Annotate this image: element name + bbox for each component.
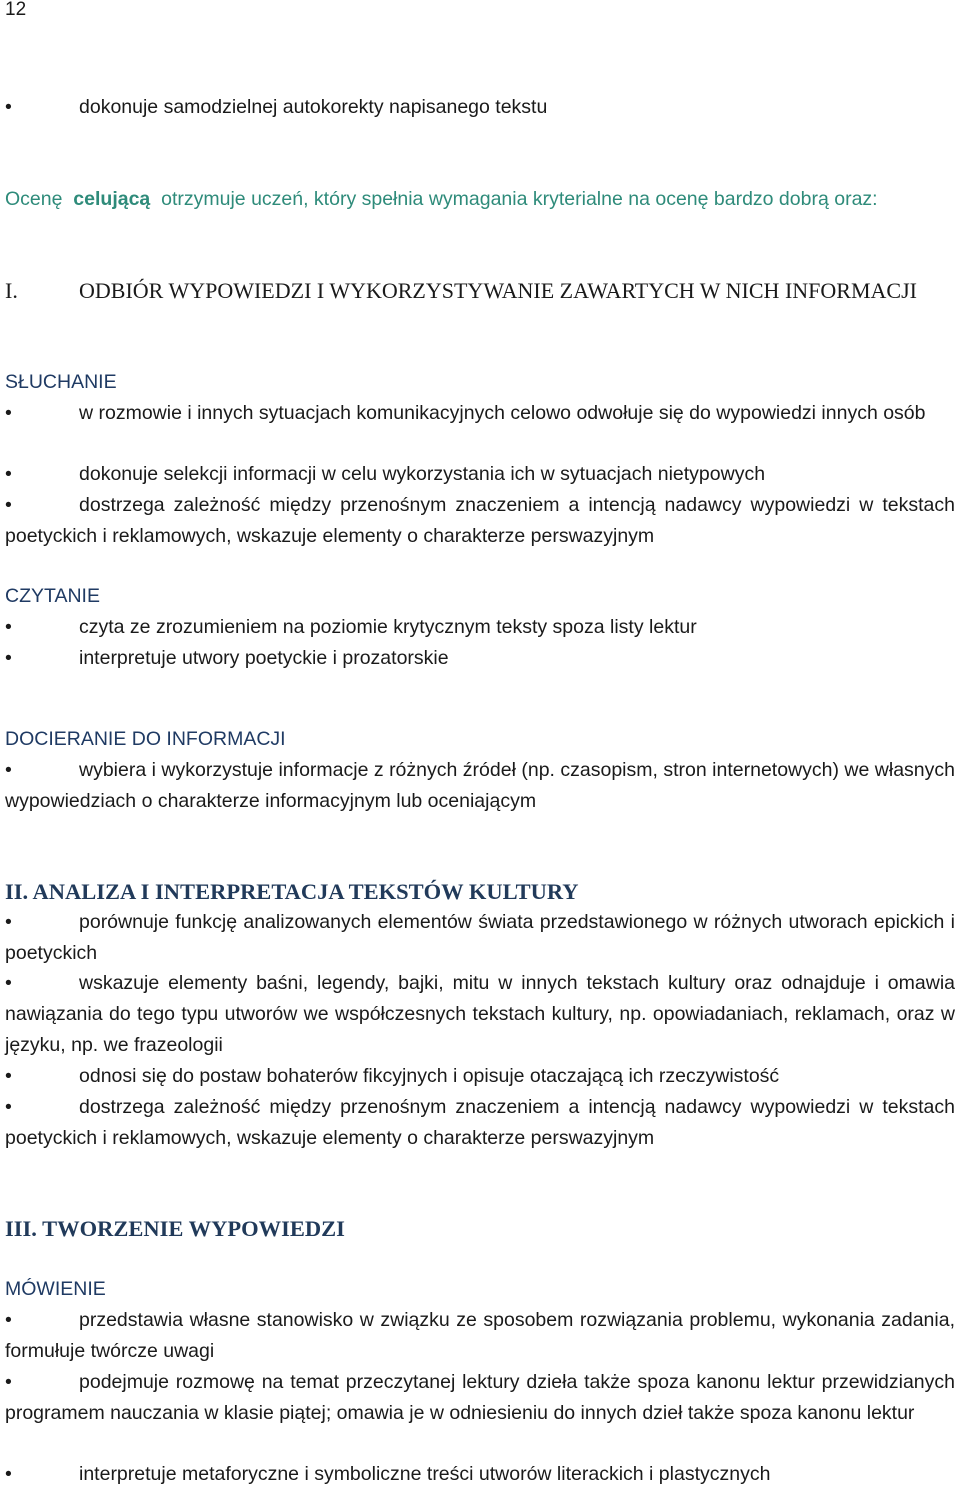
grade-bold-word: celującą <box>73 188 151 210</box>
section-heading-1 <box>5 275 955 306</box>
bullet: • <box>5 972 12 994</box>
list-item-text: podejmuje rozmowę na temat przeczytanej lektury dzieła także spoza kanonu lektur przewidzianych programem nauczania w klasie piątej; omawia je w odniesieniu do innych dzieł także spoza kanonu lektur <box>5 1371 955 1424</box>
subheading-sluchanie: SŁUCHANIE <box>5 371 117 393</box>
subheading-mowienie: MÓWIENIE <box>5 1278 106 1300</box>
list-item <box>5 490 955 552</box>
list-item-text: dokonuje selekcji informacji w celu wykorzystania ich w sytuacjach nietypowych <box>79 463 766 485</box>
bullet: • <box>5 1463 12 1485</box>
list-item <box>5 1367 955 1429</box>
subheading-docieranie: DOCIERANIE DO INFORMACJI <box>5 728 286 750</box>
list-item <box>5 907 955 969</box>
list-item <box>5 92 955 123</box>
list-item-text: czyta ze zrozumieniem na poziomie krytycznym teksty spoza listy lektur <box>79 616 697 638</box>
list-item <box>5 612 955 643</box>
section-title: ODBIÓR WYPOWIEDZI I WYKORZYSTYWANIE ZAWARTYCH W NICH INFORMACJI <box>79 278 917 303</box>
list-item <box>5 755 955 817</box>
list-item <box>5 1061 955 1092</box>
grade-statement <box>5 184 955 215</box>
list-item-text: w rozmowie i innych sytuacjach komunikacyjnych celowo odwołuje się do wypowiedzi innych osób <box>79 402 926 424</box>
list-item <box>5 968 955 1061</box>
page-number: 12 <box>5 0 27 20</box>
list-item-text: interpretuje utwory poetyckie i prozatorskie <box>79 647 449 669</box>
bullet: • <box>5 96 12 118</box>
list-item <box>5 398 955 429</box>
bullet: • <box>5 911 12 933</box>
list-item <box>5 1305 955 1367</box>
list-item <box>5 1092 955 1154</box>
bullet: • <box>5 1096 12 1118</box>
list-item-text: dostrzega zależność między przenośnym znaczeniem a intencją nadawcy wypowiedzi w tekstach poetyckich i reklamowych, wskazuje elementy o charakterze perswazyjnym <box>5 494 955 547</box>
list-item-text: odnosi się do postaw bohaterów fikcyjnych i opisuje otaczającą ich rzeczywistość <box>79 1065 780 1087</box>
list-item-text: dokonuje samodzielnej autokorekty napisanego tekstu <box>79 96 548 118</box>
subheading-czytanie: CZYTANIE <box>5 585 100 607</box>
list-item-text: porównuje funkcję analizowanych elementów świata przedstawionego w różnych utworach epickich i poetyckich <box>5 911 955 964</box>
bullet: • <box>5 1371 12 1393</box>
bullet: • <box>5 1065 12 1087</box>
bullet: • <box>5 647 12 669</box>
list-item-text: wybiera i wykorzystuje informacje z różnych źródeł (np. czasopism, stron internetowych) we własnych wypowiedziach o charakterze informacyjnym lub oceniającym <box>5 759 955 812</box>
bullet: • <box>5 1309 12 1331</box>
list-item-text: przedstawia własne stanowisko w związku ze sposobem rozwiązania problemu, wykonania zadania, formułuje twórcze uwagi <box>5 1309 955 1362</box>
bullet: • <box>5 402 12 424</box>
grade-text-after: otrzymuje uczeń, który spełnia wymagania kryterialne na ocenę bardzo dobrą oraz: <box>161 188 878 210</box>
bullet: • <box>5 463 12 485</box>
bullet: • <box>5 616 12 638</box>
list-item <box>5 643 955 674</box>
list-item-text: dostrzega zależność między przenośnym znaczeniem a intencją nadawcy wypowiedzi w tekstach poetyckich i reklamowych, wskazuje elementy o charakterze perswazyjnym <box>5 1096 955 1149</box>
section-heading-3: III. TWORZENIE WYPOWIEDZI <box>5 1216 345 1241</box>
list-item <box>5 1459 955 1490</box>
section-heading-2: II. ANALIZA I INTERPRETACJA TEKSTÓW KULTURY <box>5 879 579 904</box>
list-item <box>5 459 955 490</box>
bullet: • <box>5 759 12 781</box>
section-numeral: I. <box>5 278 18 303</box>
list-item-text: wskazuje elementy baśni, legendy, bajki, mitu w innych tekstach kultury oraz odnajduje i omawia nawiązania do tego typu utworów we współczesnych tekstach kultury, np. opowiadaniach, reklamach, oraz w języku, np. we frazeologii <box>5 972 955 1056</box>
grade-text-before: Ocenę <box>5 188 63 210</box>
bullet: • <box>5 494 12 516</box>
list-item-text: interpretuje metaforyczne i symboliczne treści utworów literackich i plastycznych <box>79 1463 771 1485</box>
